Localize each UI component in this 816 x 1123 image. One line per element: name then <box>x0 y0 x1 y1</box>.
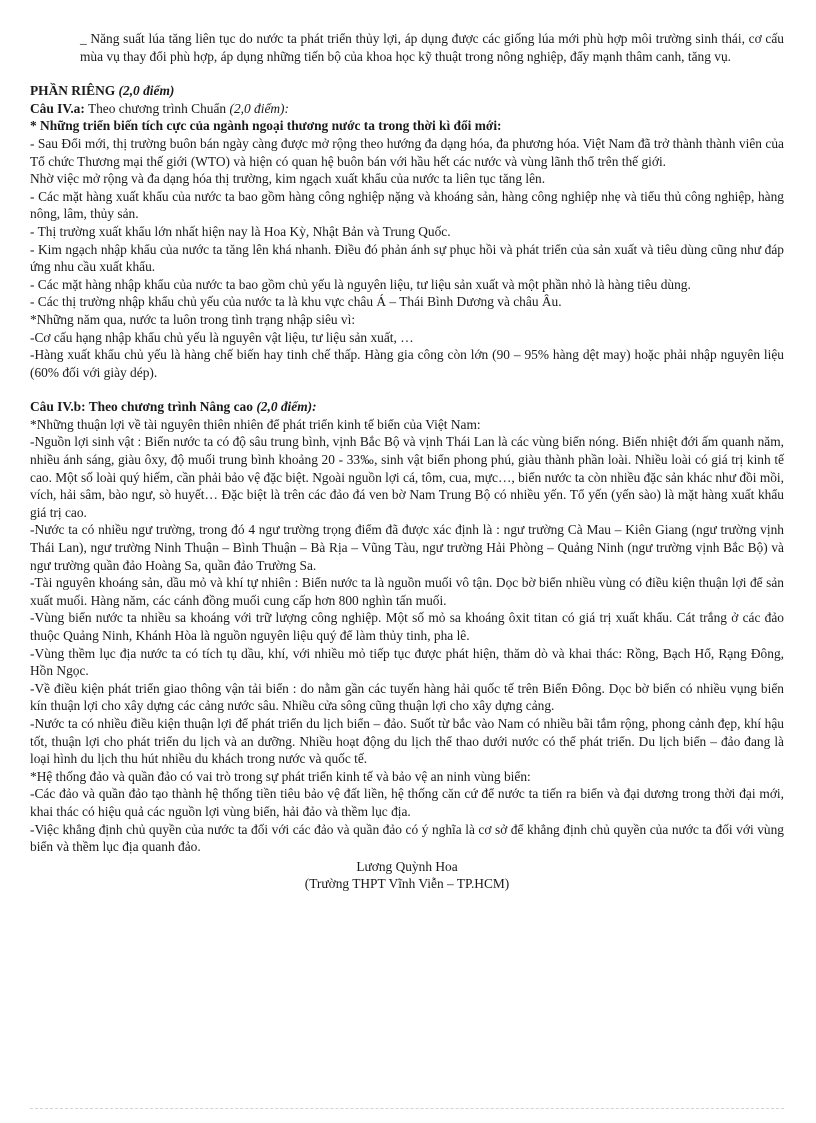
signature-block <box>30 858 784 893</box>
q4b-desc: Theo chương trình Nâng cao <box>88 399 253 415</box>
q4b-paragraph: -Vùng thềm lục địa nước ta có tích tụ dầu, khí, với nhiều mỏ tiếp tục được phát hiện, thăm dò và khai thác: Rồng, Bạch Hổ, Rạng Đông, Hồn Ngọc. <box>30 645 784 679</box>
q4b-paragraph: -Việc khẳng định chủ quyền của nước ta đối với các đảo và quần đảo có ý nghĩa là cơ sở để khẳng định chủ quyền của nước ta đối với vùng biển và thềm lục địa quanh đảo. <box>30 821 784 855</box>
q4a-bullet-heading: * Những triển biến tích cực của ngành ngoại thương nước ta trong thời kì đổi mới: <box>30 118 502 134</box>
q4a-paragraph: - Kim ngạch nhập khẩu của nước ta tăng lên khá nhanh. Điều đó phản ánh sự phục hồi và phát triển của sản xuất và tiêu dùng cũng như đáp ứng nhu cầu xuất khẩu. <box>30 241 784 275</box>
q4a-paragraph: - Các mặt hàng nhập khẩu của nước ta bao gồm chủ yếu là nguyên liệu, tư liệu sản xuất và một phần nhỏ là hàng tiêu dùng. <box>30 276 691 292</box>
section-heading <box>30 82 784 100</box>
q4b-heading <box>30 398 784 416</box>
q4a-paragraph: - Sau Đổi mới, thị trường buôn bán ngày càng được mở rộng theo hướng đa dạng hóa, đa phương hóa. Việt Nam đã trở thành thành viên của Tổ chức Thương mại thế giới (WTO) và hiện có quan hệ buôn bán với hầu hết các nước và vùng lãnh thổ trên thế giới. <box>30 135 784 169</box>
q4b-paragraph: -Nước ta có nhiều ngư trường, trong đó 4 ngư trường trọng điểm đã được xác định là : ngư trường Cà Mau – Kiên Giang (ngư trường vịnh Thái Lan), ngư trường Ninh Thuận – Bình Thuận – Bà Rịa – Vũng Tàu, ngư trường Hải Phòng – Quảng Ninh (ngư trường vịnh Bắc Bộ) và ngư trường quần đảo Hoàng Sa, quần đảo Trường Sa. <box>30 522 784 573</box>
q4a-paragraph: *Những năm qua, nước ta luôn trong tình trạng nhập siêu vì: <box>30 311 356 327</box>
intro-paragraph: _ Năng suất lúa tăng liên tục do nước ta phát triển thủy lợi, áp dụng được các giống lúa mới phù hợp môi trường sinh thái, cơ cấu mùa vụ thay đổi phù hợp, áp dụng những tiến bộ của khoa học kỹ thuật trong nông nghiệp, đẩy mạnh thâm canh, tăng vụ. <box>80 31 784 64</box>
q4a-paragraph: -Cơ cấu hạng nhập khẩu chủ yếu là nguyên vật liệu, tư liệu sản xuất, … <box>30 329 414 345</box>
q4a-heading <box>30 100 784 118</box>
spacer <box>30 381 784 398</box>
q4a-paragraph: Nhờ việc mở rộng và đa dạng hóa thị trường, kim ngạch xuất khẩu của nước ta liên tục tăng lên. <box>30 171 546 187</box>
q4a-desc: Theo chương trình Chuẩn <box>87 100 227 116</box>
author-name: Lương Quỳnh Hoa <box>356 858 458 874</box>
q4a-paragraph: - Các thị trường nhập khẩu chủ yếu của nước ta là khu vực châu Á – Thái Bình Dương và châu Âu. <box>30 294 562 310</box>
q4a-paragraph: - Thị trường xuất khẩu lớn nhất hiện nay là Hoa Kỳ, Nhật Bản và Trung Quốc. <box>30 223 451 239</box>
q4b-paragraph: *Hệ thống đảo và quần đảo có vai trò trong sự phát triển kinh tế và bảo vệ an ninh vùng biển: <box>30 768 531 784</box>
author-school: (Trường THPT Vĩnh Viễn – TP.HCM) <box>304 876 510 892</box>
q4b-paragraph: -Các đảo và quần đảo tạo thành hệ thống tiền tiêu bảo vệ đất liền, hệ thống căn cứ để nước ta tiến ra biển và đại dương trong thời đại mới, khai thác có hiệu quả các nguồn lợi vùng biển, hải đảo và thềm lục địa. <box>30 786 784 819</box>
q4b-paragraph: -Vùng biển nước ta nhiều sa khoáng với trữ lượng công nghiệp. Một số mỏ sa khoáng ôxit titan có giá trị xuất khẩu. Cát trắng ở các đảo thuộc Quảng Ninh, Khánh Hòa là nguồn nguyên liệu quý để làm thủy tinh, pha lê. <box>30 610 784 643</box>
section-points: (2,0 điểm) <box>118 83 175 99</box>
spacer <box>30 65 784 82</box>
q4b-paragraph: *Những thuận lợi về tài nguyên thiên nhiên để phát triển kinh tế biển của Việt Nam: <box>30 416 481 432</box>
q4b-paragraph: -Tài nguyên khoáng sản, dầu mỏ và khí tự nhiên : Biển nước ta là nguồn muối vô tận. Dọc bờ biển nhiều vùng có điều kiện thuận lợi để sản xuất muối. Hàng năm, các cánh đồng muối cung cấp hơn 800 nghìn tấn muối. <box>30 575 784 608</box>
document-page <box>30 30 784 893</box>
q4b-label: Câu IV.b: <box>30 399 86 415</box>
q4b-paragraph: -Nước ta có nhiều điều kiện thuận lợi để phát triển du lịch biển – đảo. Suốt từ bắc vào Nam có nhiều bãi tắm rộng, phong cảnh đẹp, khí hậu tốt, thuận lợi cho phát triển du lịch và an dưỡng. Nhiều hoạt động du lịch thể thao dưới nước có thể phát triển. Du lịch biển – đảo đang là loại hình du lịch thu hút nhiều du khách trong nước và quốc tế. <box>30 715 784 767</box>
q4b-paragraph: -Về điều kiện phát triển giao thông vận tải biển : do nằm gần các tuyến hàng hải quốc tế trên Biển Đông. Dọc bờ biển có nhiều vụng biển kín thuận lợi cho xây dựng các cảng nước sâu. Nhiều cửa sông cũng thuận lợi cho xây dựng cảng. <box>30 680 784 714</box>
page-bottom-rule <box>30 1108 784 1109</box>
section-title: PHẦN RIÊNG <box>30 83 116 99</box>
q4a-label: Câu IV.a: <box>30 100 85 116</box>
q4a-points: (2,0 điểm): <box>229 100 289 116</box>
q4a-paragraph: - Các mặt hàng xuất khẩu của nước ta bao gồm hàng công nghiệp nặng và khoáng sản, hàng công nghiệp nhẹ và tiểu thủ công nghiệp, hàng nông, lâm, thủy sản. <box>30 188 784 222</box>
q4b-paragraph: -Nguồn lợi sinh vật : Biển nước ta có độ sâu trung bình, vịnh Bắc Bộ và vịnh Thái Lan là các vùng biển nóng. Biển nhiệt đới ấm quanh năm, nhiều ánh sáng, giàu ôxy, độ muối trung bình khoảng 20 - 33‰, sinh vật biển phong phú, giàu thành phần loài. Nhiều loài có giá trị kinh tế cao. Một số loài quý hiếm, cần phải bảo vệ đặc biệt. Ngoài nguồn lợi cá, tôm, cua, mực…, biển nước ta còn nhiều đặc sản khác như đồi mồi, vích, hải sâm, bào ngư, sò huyết… Đặc biệt là trên các đảo đá ven bờ Nam Trung Bộ có nhiều yến. Tổ yến (yến sào) là mặt hàng xuất khẩu giá trị cao. <box>30 434 784 520</box>
q4a-paragraph: -Hàng xuất khẩu chủ yếu là hàng chế biến hay tinh chế thấp. Hàng gia công còn lớn (90 – 95% hàng dệt may) hoặc phải nhập nguyên liệu (60% đối với giày dép). <box>30 347 784 380</box>
q4b-points: (2,0 điểm): <box>256 399 317 415</box>
